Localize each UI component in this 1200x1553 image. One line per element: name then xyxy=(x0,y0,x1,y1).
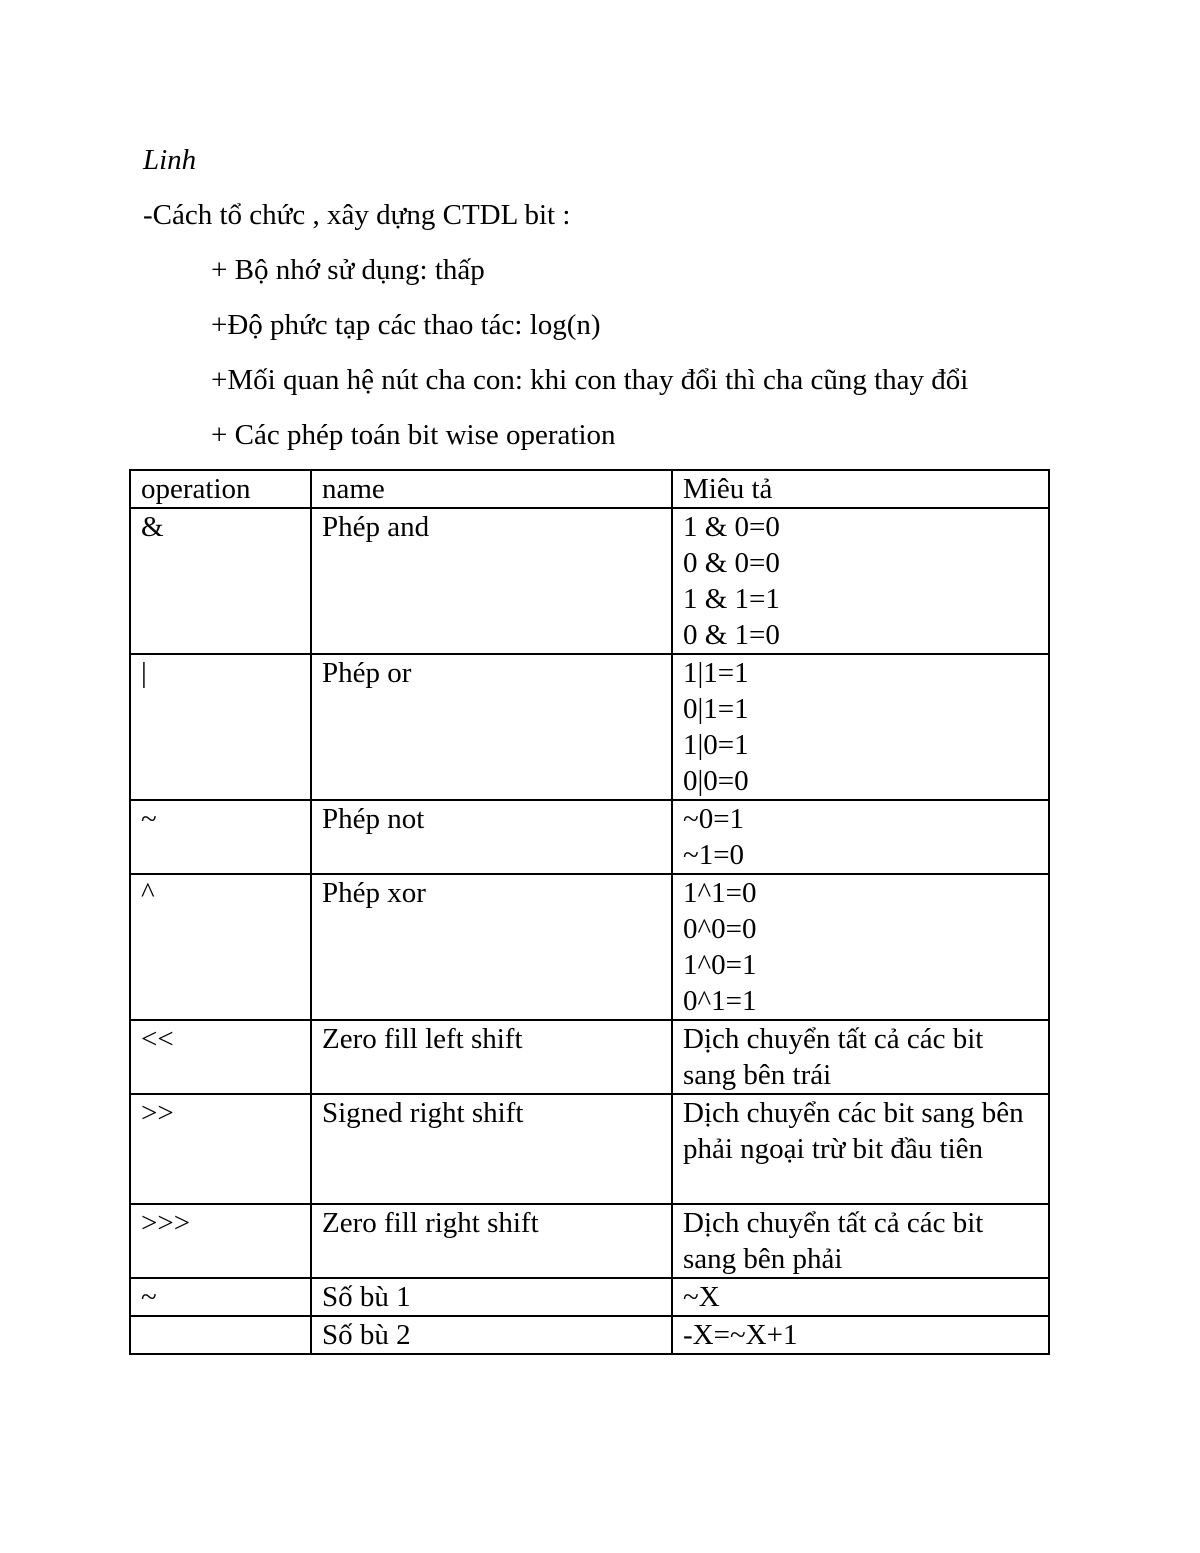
table-row xyxy=(130,654,1049,800)
cell-description: ~X xyxy=(672,1278,1049,1316)
cell-name: Phép not xyxy=(311,800,672,874)
cell-name: Signed right shift xyxy=(311,1094,672,1204)
cell-name: Zero fill right shift xyxy=(311,1204,672,1278)
table-row xyxy=(130,1316,1049,1354)
table-row xyxy=(130,1204,1049,1278)
cell-description: 1 & 0=0 0 & 0=0 1 & 1=1 0 & 1=0 xyxy=(672,508,1049,654)
cell-operation: << xyxy=(130,1020,311,1094)
bullet-list xyxy=(211,250,968,470)
table-header-row xyxy=(130,470,1049,508)
cell-name: Phép and xyxy=(311,508,672,654)
cell-name: Phép xor xyxy=(311,874,672,1020)
cell-operation: & xyxy=(130,508,311,654)
header-name: name xyxy=(311,470,672,508)
cell-description: 1^1=0 0^0=0 1^0=1 0^1=1 xyxy=(672,874,1049,1020)
table-row xyxy=(130,1094,1049,1204)
cell-operation: >> xyxy=(130,1094,311,1204)
table-row xyxy=(130,874,1049,1020)
cell-description: -X=~X+1 xyxy=(672,1316,1049,1354)
cell-name: Phép or xyxy=(311,654,672,800)
table-row xyxy=(130,1020,1049,1094)
cell-description: ~0=1 ~1=0 xyxy=(672,800,1049,874)
cell-name: Zero fill left shift xyxy=(311,1020,672,1094)
cell-operation: ~ xyxy=(130,1278,311,1316)
cell-operation xyxy=(130,1316,311,1354)
table-row xyxy=(130,800,1049,874)
cell-operation: >>> xyxy=(130,1204,311,1278)
cell-operation: ~ xyxy=(130,800,311,874)
cell-operation: ^ xyxy=(130,874,311,1020)
bullet-bitwise-ops: + Các phép toán bit wise operation xyxy=(211,419,616,451)
cell-description: 1|1=1 0|1=1 1|0=1 0|0=0 xyxy=(672,654,1049,800)
author-name: Linh xyxy=(143,144,197,176)
header-operation: operation xyxy=(130,470,311,508)
cell-name: Số bù 2 xyxy=(311,1316,672,1354)
bullet-memory-usage: + Bộ nhớ sử dụng: thấp xyxy=(211,254,485,286)
section-heading: -Cách tổ chức , xây dựng CTDL bit : xyxy=(143,199,571,231)
cell-name: Số bù 1 xyxy=(311,1278,672,1316)
bullet-parent-child: +Mối quan hệ nút cha con: khi con thay đổi thì cha cũng thay đổi xyxy=(211,364,969,396)
cell-operation: | xyxy=(130,654,311,800)
cell-description: Dịch chuyển các bit sang bên phải ngoại trừ bit đầu tiên xyxy=(672,1094,1049,1204)
table-row xyxy=(130,508,1049,654)
cell-description: Dịch chuyển tất cả các bit sang bên phải xyxy=(672,1204,1049,1278)
table-row xyxy=(130,1278,1049,1316)
cell-description: Dịch chuyển tất cả các bit sang bên trái xyxy=(672,1020,1049,1094)
header-description: Miêu tả xyxy=(672,470,1049,508)
bitwise-operations-table xyxy=(129,469,1050,1355)
bullet-complexity: +Độ phức tạp các thao tác: log(n) xyxy=(211,309,601,341)
